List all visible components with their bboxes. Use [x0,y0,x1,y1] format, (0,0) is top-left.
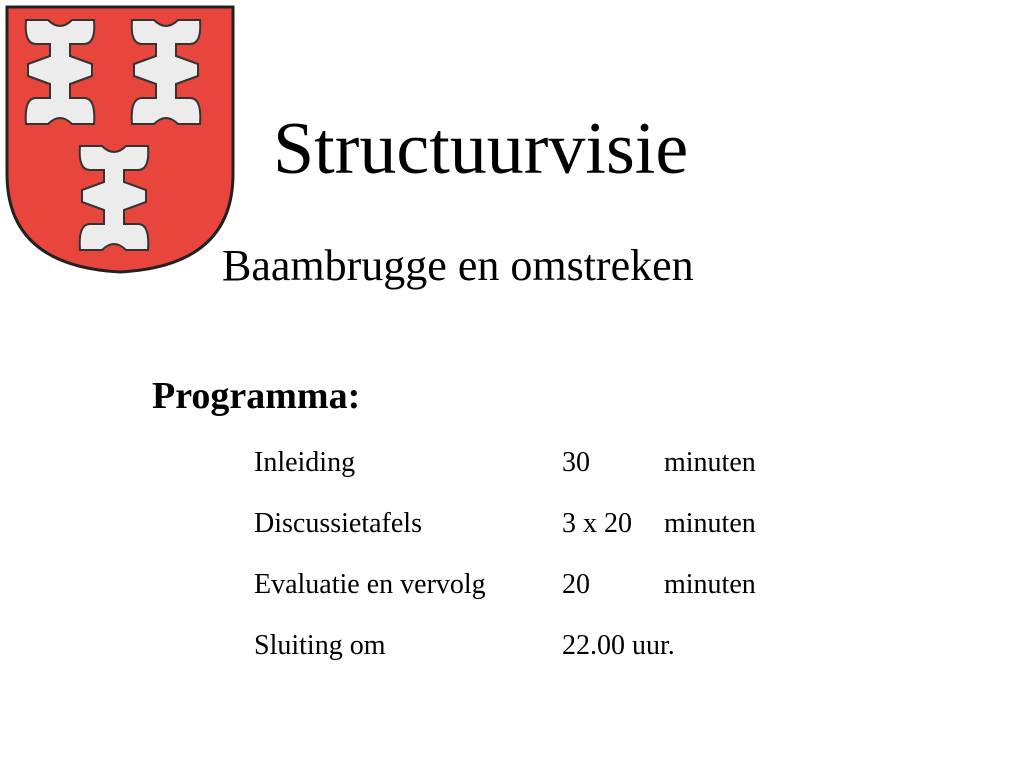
program-item: Inleiding [254,447,356,478]
program-duration: 30 [562,447,590,478]
program-duration: 22.00 uur. [562,630,675,661]
program-duration: 3 x 20 [562,508,632,539]
coat-of-arms-icon [4,4,236,274]
program-unit: minuten [664,447,756,478]
program-item: Evaluatie en vervolg [254,569,486,600]
program-row [0,504,1024,544]
cross-moline-top-left [26,20,95,124]
program-item: Sluiting om [254,630,386,661]
program-heading: Programma: [152,375,361,417]
program-row [0,626,1024,666]
program-unit: minuten [664,508,756,539]
program-unit: minuten [664,569,756,600]
program-duration: 20 [562,569,590,600]
cross-moline-bottom [80,146,149,250]
program-row [0,565,1024,605]
program-row [0,443,1024,483]
cross-moline-top-right [132,20,201,124]
slide-title: Structuurvisie [273,108,689,190]
program-item: Discussietafels [254,508,422,539]
slide-subtitle: Baambrugge en omstreken [222,241,694,290]
